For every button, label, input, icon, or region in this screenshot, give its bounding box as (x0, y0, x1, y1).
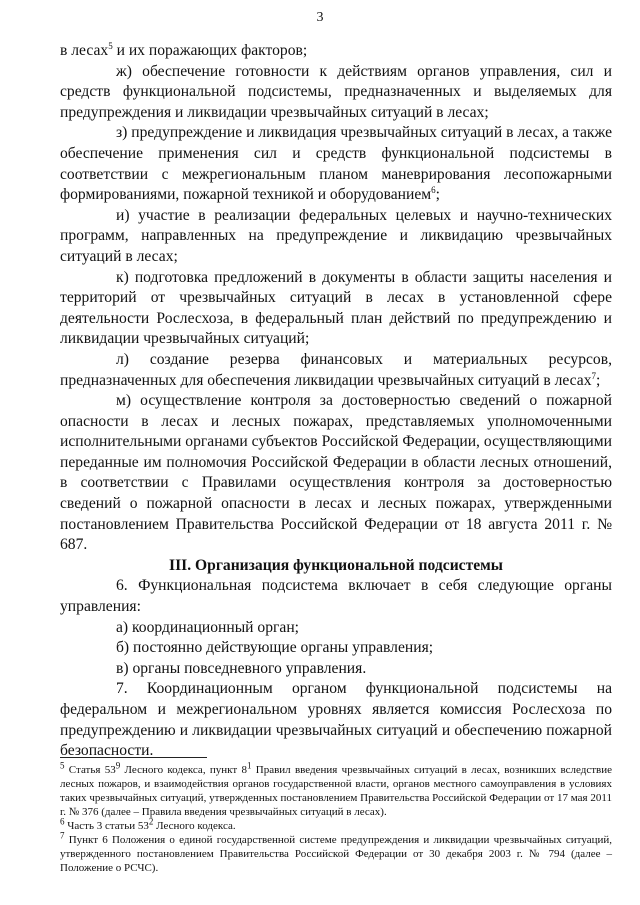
footnote-text: Лесного кодекса, пункт 8 (120, 764, 247, 776)
footnote-ref: 5 (108, 40, 113, 51)
footnote-text: Лесного кодекса. (153, 820, 236, 832)
footnotes (60, 760, 612, 875)
body-text (60, 41, 612, 762)
section-title: III. Организация функциональной подсистемы (169, 556, 503, 574)
footnote-text: Пункт 6 Положения о единой государственной системе предупреждения и ликвидации чрезвычайных ситуаций, утвержденного постановлением Правительства Российской Федерации от 30 декабря 2003 г. № 794 (далее – Положение о РСЧС). (60, 834, 612, 874)
paragraph-6: 6. Функциональная подсистема включает в себя следующие органы управления: (60, 577, 612, 616)
paragraph-item-m: м) осуществление контроля за достоверностью сведений о пожарной опасности в лесах и лесных пожарах, представляемых уполномоченными исполнительными органами субъектов Российской Федерации, осуществляющими переданные им полномочия Российской Федерации в области лесных отношений, в соответствии с Правилами осуществления контроля за достоверностью сведений о пожарной опасности в лесах и лесных пожарах, утвержденными постановлением Правительства Российской Федерации от 18 августа 2011 г. № 687. (60, 392, 612, 554)
list-item-a: а) координационный орган; (116, 618, 300, 636)
footnote-text: Статья 53 (64, 764, 116, 776)
footnote-5 (60, 760, 612, 819)
paragraph-item-k: к) подготовка предложений в документы в области защиты населения и территорий от чрезвычайных ситуаций в лесах в установленной сфере деятельности Рослесхоза, в федеральный план действий по предупреждению и ликвидации чрезвычайных ситуаций; (60, 268, 612, 348)
paragraph-text: л) создание резерва финансовых и материальных ресурсов, предназначенных для обеспечения ликвидации чрезвычайных ситуаций в лесах (60, 350, 612, 389)
footnote-superscript: 1 (246, 760, 252, 771)
footnote-superscript: 9 (115, 760, 121, 771)
paragraph-item-z (60, 123, 612, 205)
paragraph-text: ; (596, 371, 601, 389)
paragraph-text: ; (435, 186, 441, 204)
footnote-text: Часть 3 статьи 53 (64, 820, 149, 832)
footnote-text: Правил введения чрезвычайных ситуаций в лесах, возникших вследствие лесных пожаров, и взаимодействия органов государственной власти, органов местного самоуправления в условиях таких чрезвычайных ситуаций, утвержденных постановлением Правительства Российской Федерации от 17 мая 2011 г. № 376 (далее – Правила введения чрезвычайных ситуаций в лесах). (60, 764, 612, 818)
list-item-b: б) постоянно действующие органы управления; (116, 639, 434, 657)
footnote-6 (60, 816, 612, 833)
footnote-ref: 7 (591, 370, 597, 381)
page-number: 3 (316, 10, 324, 25)
list-item-v: в) органы повседневного управления. (116, 659, 367, 677)
paragraph-7: 7. Координационным органом функциональной подсистемы на федеральном и межрегиональном уровнях является комиссия Рослесхоза по предупреждению и ликвидации чрезвычайных ситуаций и обеспечению пожарной безопасности. (60, 680, 612, 760)
paragraph-item-zh: ж) обеспечение готовности к действиям органов управления, сил и средств функциональной подсистемы, предназначенных и выделяемых для предупреждения и ликвидации чрезвычайных ситуаций в лесах; (60, 62, 612, 121)
footnote-mark: 7 (60, 830, 65, 841)
paragraph-item-i: и) участие в реализации федеральных целевых и научно-технических программ, направленных на предупреждение и ликвидацию чрезвычайных ситуаций в лесах; (60, 206, 612, 265)
footnote-mark: 6 (60, 816, 65, 827)
footnote-ref: 6 (431, 184, 436, 195)
paragraph-item-l (60, 350, 612, 391)
paragraph-text: з) предупреждение и ликвидация чрезвычайных ситуаций в лесах, а также обеспечение применения сил и средств функциональной подсистемы в соответствии с межрегиональным планом маневрирования лесопожарными формированиями, пожарной техникой и оборудованием (60, 124, 612, 204)
footnote-divider (60, 757, 207, 758)
paragraph-text: в лесах (60, 42, 109, 59)
paragraph-continuation (60, 41, 612, 62)
footnote-7 (60, 830, 612, 875)
footnote-superscript: 2 (148, 816, 154, 827)
footnote-mark: 5 (60, 760, 65, 771)
paragraph-text: и их поражающих факторов; (112, 42, 308, 59)
